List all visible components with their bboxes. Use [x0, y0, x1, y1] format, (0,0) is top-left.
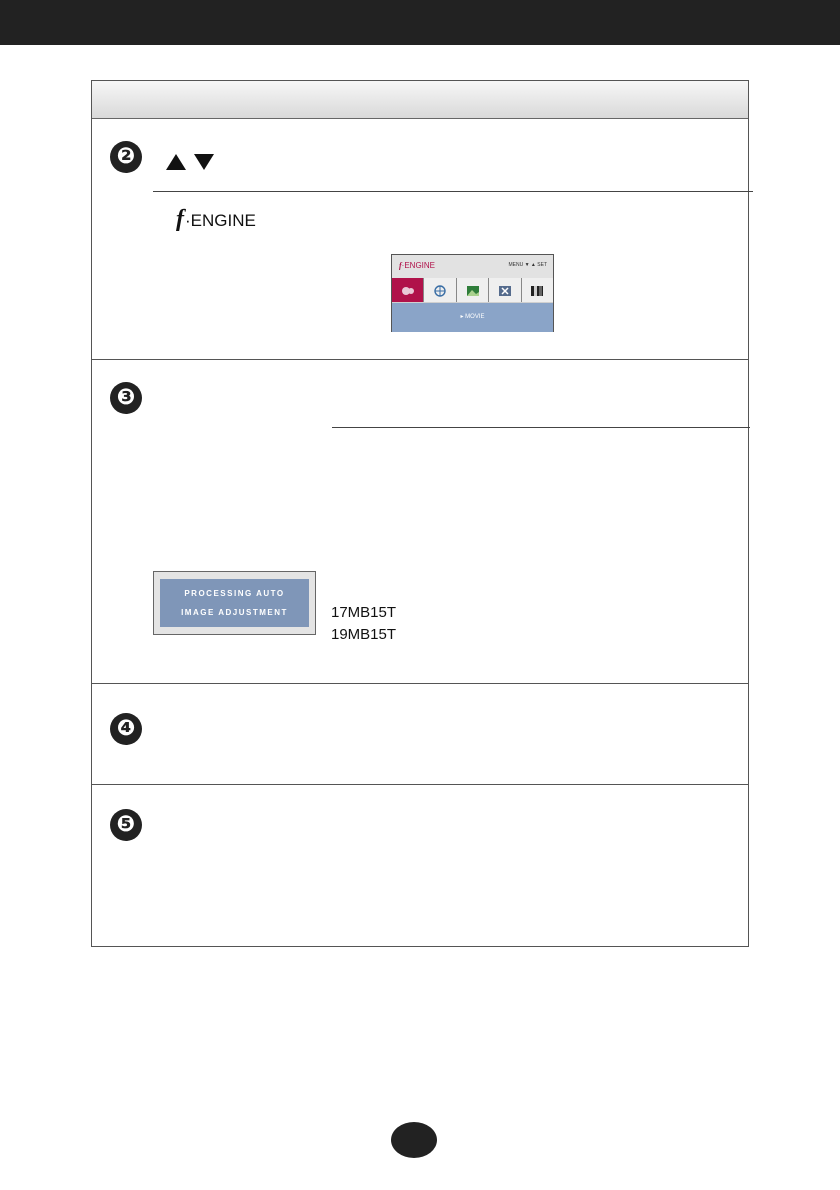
fengine-osd-menu	[391, 254, 554, 332]
auto-adjust-osd	[153, 571, 316, 635]
osd-logo: f·ENGINE	[399, 261, 436, 270]
step-5-number: ❺	[110, 809, 142, 841]
table-header	[92, 81, 748, 119]
step-4-number: ❹	[110, 713, 142, 745]
osd-submenu	[392, 303, 553, 332]
demo-icon[interactable]	[522, 278, 553, 302]
movie-icon[interactable]	[392, 278, 424, 302]
triangle-down-icon	[193, 153, 215, 171]
step-3-rule	[332, 427, 750, 428]
section-divider	[92, 683, 748, 684]
internet-icon[interactable]	[424, 278, 456, 302]
osd-line-1: PROCESSING AUTO	[184, 589, 285, 598]
fengine-text: ·ENGINE	[185, 211, 256, 230]
osd-icon-row	[392, 278, 553, 302]
fengine-label	[176, 206, 256, 233]
section-divider	[92, 784, 748, 785]
section-divider	[92, 359, 748, 360]
top-bar	[0, 0, 840, 45]
osd-controls: MENU ▼ ▲ SET	[508, 262, 547, 268]
fengine-f-letter: f	[176, 206, 184, 232]
arrow-buttons	[165, 153, 215, 173]
triangle-up-icon	[165, 153, 187, 171]
step-2-rule	[153, 191, 753, 192]
model-17mb15t: 17MB15T	[331, 604, 397, 621]
picture-icon[interactable]	[457, 278, 489, 302]
osd-title-bar	[392, 255, 553, 278]
osd-line-2: IMAGE ADJUSTMENT	[181, 608, 288, 617]
step-2-number: ❷	[110, 141, 142, 173]
normal-icon[interactable]	[489, 278, 521, 302]
step-3-number: ❸	[110, 382, 142, 414]
model-19mb15t: 19MB15T	[331, 626, 397, 643]
osd-selected-mode: ▸ MOVIE	[460, 314, 485, 320]
auto-adjust-panel	[160, 579, 309, 627]
page-number-marker	[391, 1122, 437, 1158]
instruction-table	[91, 80, 749, 947]
